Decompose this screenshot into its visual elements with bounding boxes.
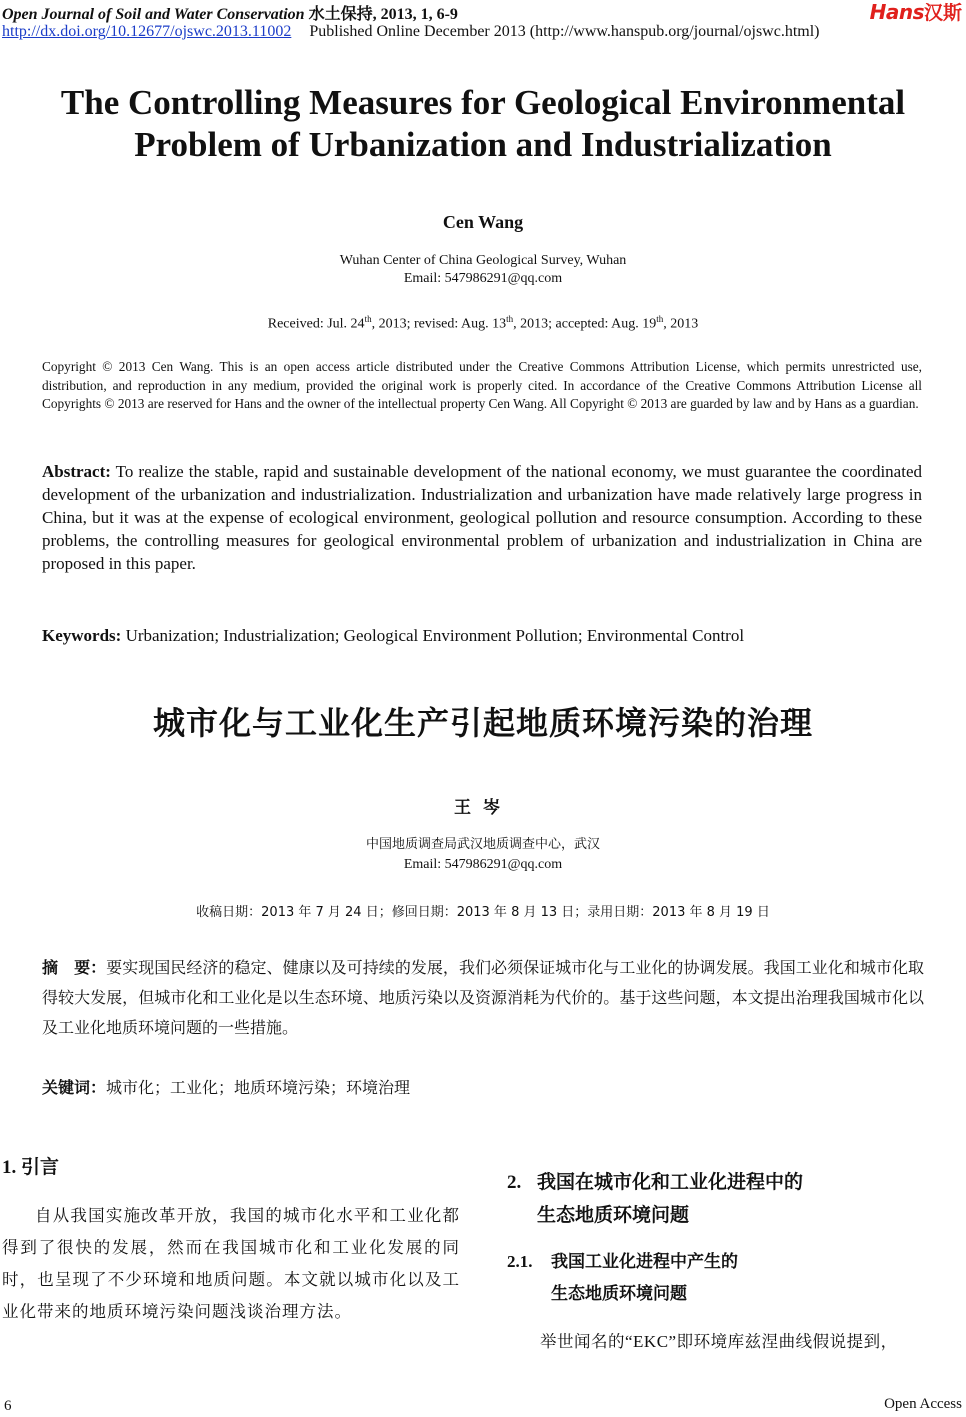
body-post: 即环境库兹涅曲线假说提到， — [676, 1332, 898, 1351]
section-1-title: 引言 — [21, 1156, 60, 1178]
section-1-number: 1. — [2, 1157, 17, 1178]
dates-cn: 收稿日期：2013 年 7 月 24 日；修回日期：2013 年 8 月 13 日；录用日期：2013 年 8 月 19 日 — [196, 905, 770, 920]
email-en: Email: 547986291@qq.com — [403, 271, 563, 286]
affiliation-en-text: Wuhan Center of China Geological Survey, Wuhan — [339, 253, 627, 268]
hans-logo — [870, 1, 962, 24]
title-en-line2: Problem of Urbanization and Industrialization — [134, 125, 832, 164]
keywords-cn-label: 关键词： — [42, 1078, 107, 1097]
abstract-text: To realize the stable, rapid and sustainable development of the national economy, we must guarantee the coordinated development of the urbanization and industrialization. Industrialization and urbanization have made relatively large progress in China, but it was at the expense of ecological environment, geological pollution and resource consumption. According to these problems, the controlling measures for geological environmental problem of urbanization and industrialization in China are proposed in this paper. — [42, 462, 922, 573]
section-2-1-title-line1: 我国工业化进程中产生的 — [551, 1252, 738, 1272]
section-2-title-line1: 我国在城市化和工业化进程中的 — [537, 1171, 804, 1193]
paper-title-en — [0, 82, 966, 166]
affiliation-cn-text: 中国地质调查局武汉地质调查中心，武汉 — [365, 837, 600, 852]
received-date: Received: Jul. 24 — [267, 316, 365, 332]
abstract-label: Abstract: — [42, 462, 111, 481]
section-1-body: 自从我国实施改革开放，我国的城市化水平和工业化都得到了很快的发展，然而在我国城市化和工业化发展的同时，也呈现了不少环境和地质问题。本文就以城市化以及工业化带来的地质环境污染问题浅谈治理方法。 — [2, 1206, 460, 1321]
received-sup: th — [364, 314, 372, 324]
revised-sup: th — [506, 314, 514, 324]
abstract-cn-label: 摘 要： — [42, 958, 107, 977]
keywords-cn-text: 城市化；工业化；地质环境污染；环境治理 — [106, 1078, 411, 1097]
doi-link[interactable]: http://dx.doi.org/10.12677/ojswc.2013.11002 — [2, 23, 292, 40]
copyright-notice: Copyright © 2013 Cen Wang. This is an open access article distributed under the Creative Commons Attribution License, which permits unrestricted use, distribution, and reproduction in any medium, provided the original work is properly cited. In accordance of the Creative Commons Attribution License all Copyrights © 2013 are reserved for Hans and the owner of the intellectual property Cen Wang. All Copyright © 2013 are guarded by law and by Hans as a guardian. — [42, 359, 922, 412]
abstract-cn-text: 要实现国民经济的稳定、健康以及可持续的发展，我们必须保证城市化与工业化的协调发展。我国工业化和城市化取得较大发展，但城市化和工业化是以生态环境、地质污染以及资源消耗为代价的。基于这些问题，本文提出治理我国城市化以及工业化地质环境问题的一些措施。 — [42, 958, 924, 1037]
keywords-label: Keywords: — [42, 626, 122, 645]
published-online: Published Online December 2013 (http://www.hanspub.org/journal/ojswc.html) — [309, 23, 820, 40]
logo-latin: Hans — [869, 0, 924, 24]
body-pre: 举世闻名的 — [540, 1332, 625, 1351]
accepted-sup: th — [656, 314, 664, 324]
journal-volume: 水土保持, 2013, 1, 6-9 — [308, 6, 458, 23]
section-2-number: 2. — [507, 1172, 522, 1193]
email-cn: Email: 547986291@qq.com — [403, 857, 563, 872]
abstract-cn — [42, 953, 924, 1043]
journal-header — [2, 1, 458, 24]
open-access-label: Open Access — [884, 1396, 962, 1412]
author-en: Cen Wang — [442, 212, 524, 232]
title-en-line1: The Controlling Measures for Geological Environmental — [60, 83, 906, 122]
page-number: 6 — [4, 1398, 12, 1414]
body-quote: “EKC” — [625, 1332, 677, 1351]
doi-line — [2, 23, 820, 41]
paper-title-cn: 城市化与工业化生产引起地质环境污染的治理 — [152, 704, 813, 742]
affiliation-cn — [0, 835, 966, 875]
section-2-1-heading — [507, 1246, 738, 1310]
accepted-date: , 2013; accepted: Aug. 19 — [513, 316, 657, 332]
journal-name: Open Journal of Soil and Water Conservation — [2, 6, 305, 23]
abstract-en — [42, 460, 922, 575]
keywords-text: Urbanization; Industrialization; Geological Environment Pollution; Environmental Control — [125, 626, 745, 645]
section-2-heading — [507, 1166, 803, 1232]
dates-en — [0, 314, 966, 333]
section-2-1-title-line2: 生态地质环境问题 — [551, 1284, 687, 1304]
section-2-title-line2: 生态地质环境问题 — [537, 1204, 690, 1226]
dates-tail: , 2013 — [663, 316, 699, 332]
keywords-en — [42, 626, 922, 646]
keywords-cn — [42, 1075, 410, 1098]
section-1-heading — [2, 1152, 59, 1179]
section-2-1-number: 2.1. — [507, 1252, 533, 1271]
affiliation-en — [0, 252, 966, 288]
logo-cn: 汉斯 — [923, 2, 962, 24]
author-cn: 王岑 — [454, 798, 512, 818]
section-2-1-body — [507, 1326, 965, 1358]
revised-date: , 2013; revised: Aug. 13 — [371, 316, 507, 332]
